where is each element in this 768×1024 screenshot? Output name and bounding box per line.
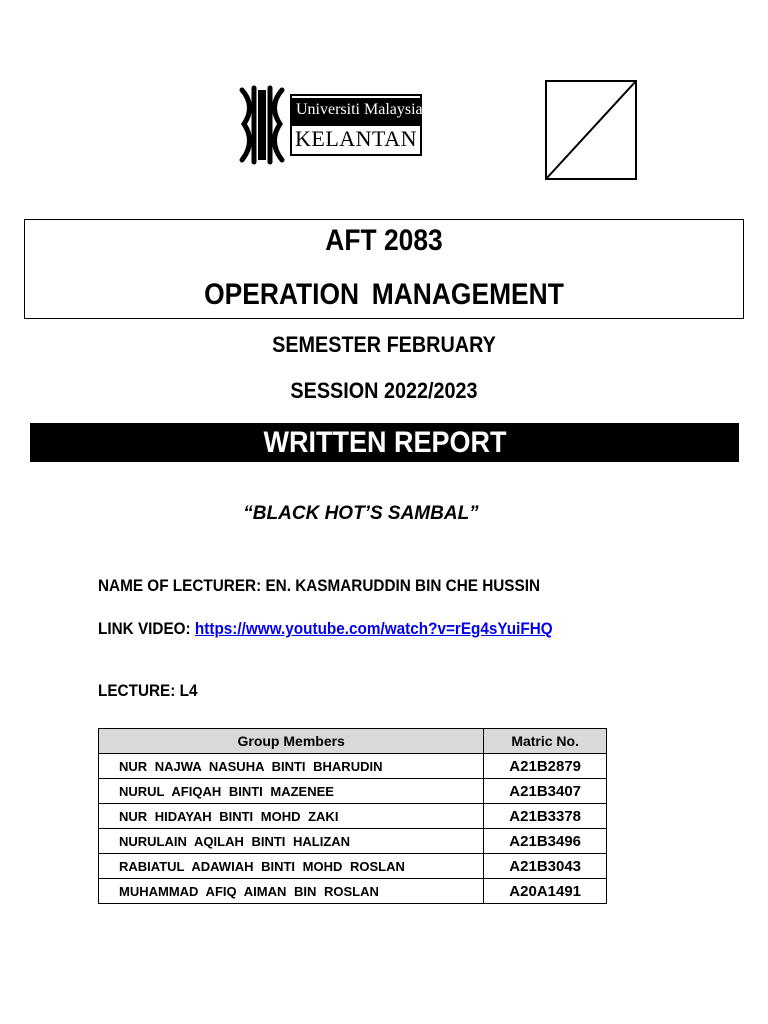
lecturer-line xyxy=(98,576,540,596)
table-row xyxy=(99,829,607,854)
header-group-members: Group Members xyxy=(99,729,484,754)
member-matric: A21B3496 xyxy=(484,829,607,854)
report-type-banner xyxy=(30,423,739,462)
lecture-line xyxy=(98,681,197,701)
member-matric: A21B3407 xyxy=(484,779,607,804)
member-matric: A21B3043 xyxy=(484,854,607,879)
table-row xyxy=(99,854,607,879)
stamp-placeholder-box xyxy=(545,80,637,180)
group-members-table xyxy=(98,728,607,904)
course-title-box xyxy=(24,219,744,319)
table-row xyxy=(99,779,607,804)
session-label: SESSION 2022/2023 xyxy=(290,378,478,403)
course-name: OPERATION MANAGEMENT xyxy=(204,278,564,311)
header-matric-no: Matric No. xyxy=(484,729,607,754)
member-name: NURUL AFIQAH BINTI MAZENEE xyxy=(99,779,484,804)
member-matric: A21B2879 xyxy=(484,754,607,779)
member-name: MUHAMMAD AFIQ AIMAN BIN ROSLAN xyxy=(99,879,484,904)
lecturer-name: EN. KASMARUDDIN BIN CHE HUSSIN xyxy=(265,576,541,595)
project-title: “BLACK HOT’S SAMBAL” xyxy=(243,503,479,524)
report-type-label: WRITTEN REPORT xyxy=(263,426,506,459)
semester-label: SEMESTER FEBRUARY xyxy=(272,332,496,357)
member-name: RABIATUL ADAWIAH BINTI MOHD ROSLAN xyxy=(99,854,484,879)
member-name: NUR HIDAYAH BINTI MOHD ZAKI xyxy=(99,804,484,829)
table-header-row xyxy=(99,729,607,754)
member-matric: A20A1491 xyxy=(484,879,607,904)
video-link-line xyxy=(98,619,553,639)
member-matric: A21B3378 xyxy=(484,804,607,829)
member-name: NURULAIN AQILAH BINTI HALIZAN xyxy=(99,829,484,854)
university-wordmark xyxy=(290,94,422,156)
table-row xyxy=(99,804,607,829)
table-row xyxy=(99,754,607,779)
lecture-value: L4 xyxy=(179,681,198,700)
member-name: NUR NAJWA NASUHA BINTI BHARUDIN xyxy=(99,754,484,779)
course-code: AFT 2083 xyxy=(325,224,443,257)
lecturer-label: NAME OF LECTURER: xyxy=(98,576,262,595)
logo-text-line1: Universiti Malaysia xyxy=(292,98,420,126)
video-link-label: LINK VIDEO: xyxy=(98,619,191,638)
lecture-label: LECTURE: xyxy=(98,681,176,700)
table-row xyxy=(99,879,607,904)
university-emblem-icon xyxy=(236,84,288,166)
university-logo xyxy=(236,84,426,166)
logo-text-line2: KELANTAN xyxy=(295,126,417,151)
video-link[interactable]: https://www.youtube.com/watch?v=rEg4sYuiFHQ xyxy=(194,619,553,638)
